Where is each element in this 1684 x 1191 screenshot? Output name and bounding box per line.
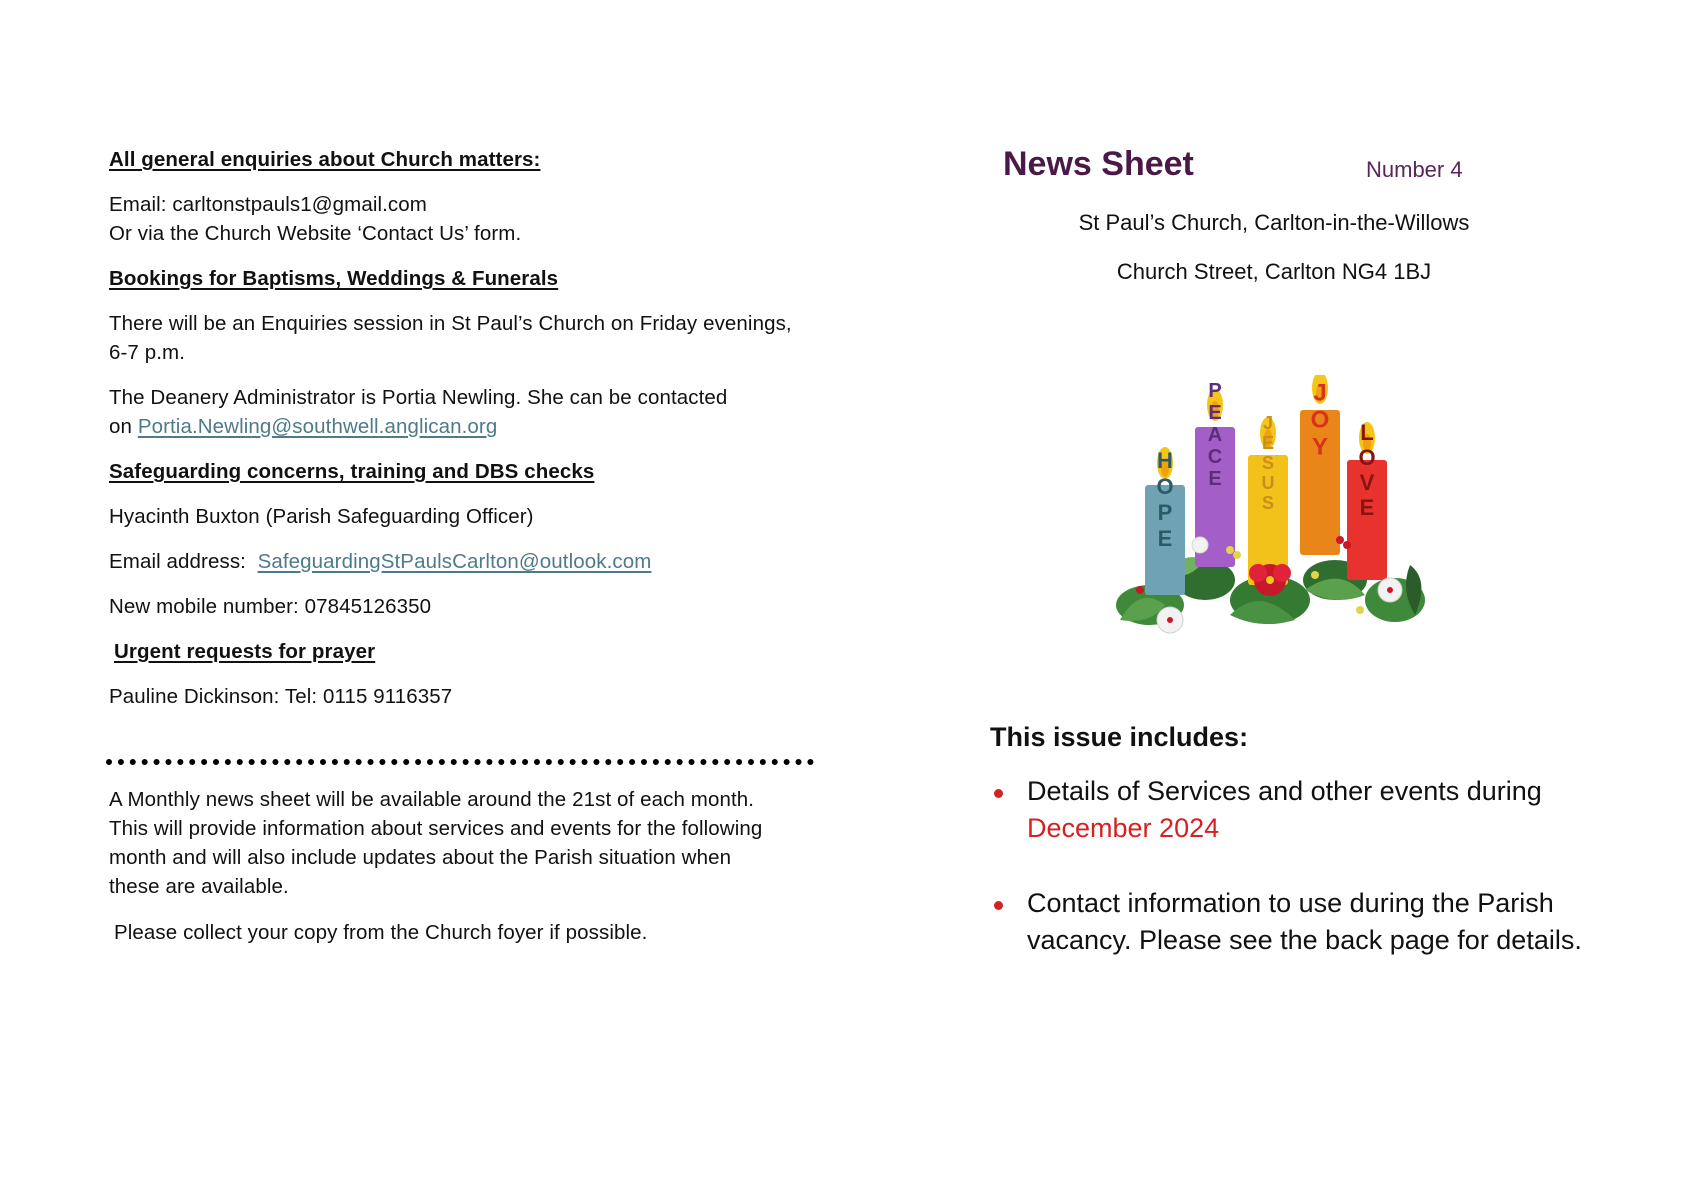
deanery-on: on	[109, 415, 133, 438]
joy-candle-label: JOY	[1306, 379, 1334, 461]
issue-number: Number 4	[1366, 157, 1463, 182]
jesus-candle-label: JESUS	[1258, 413, 1278, 513]
prayer-heading: Urgent requests for prayer	[114, 640, 376, 663]
monthly-line-3: month and will also include updates about the Parish situation when	[109, 846, 732, 869]
safeguarding-email-line	[109, 547, 651, 576]
bullet-dot-icon	[994, 789, 1003, 798]
church-name: St Paul’s Church, Carlton-in-the-Willows	[1078, 210, 1470, 235]
monthly-line-4: these are available.	[109, 875, 289, 898]
enquiries-line-2: 6-7 p.m.	[109, 341, 185, 364]
monthly-line-2: This will provide information about services and events for the following	[109, 817, 763, 840]
hope-candle-label: HOPE	[1152, 448, 1178, 552]
website-line: Or via the Church Website ‘Contact Us’ form.	[109, 222, 522, 245]
issue-includes-heading: This issue includes:	[990, 722, 1249, 752]
safeguarding-officer: Hyacinth Buxton (Parish Safeguarding Officer)	[109, 505, 534, 528]
prayer-contact: Pauline Dickinson: Tel: 0115 9116357	[109, 685, 453, 708]
bullet-dot-icon	[994, 901, 1003, 910]
joy-candle-icon	[1300, 375, 1340, 555]
advent-candles-illustration	[1110, 375, 1430, 655]
church-street: Church Street, Carlton NG4 1BJ	[1116, 259, 1432, 284]
general-enquiries-heading: All general enquiries about Church matters:	[109, 148, 541, 171]
peace-candle-label: PEACE	[1204, 380, 1226, 490]
love-candle-label: LOVE	[1354, 420, 1380, 520]
deanery-email-link[interactable]: Portia.Newling@southwell.anglican.org	[137, 415, 498, 438]
bullet-contact-line-2: vacancy. Please see the back page for details.	[1027, 925, 1582, 955]
safeguarding-email-link[interactable]: SafeguardingStPaulsCarlton@outlook.com	[257, 550, 652, 573]
bookings-heading: Bookings for Baptisms, Weddings & Funerals	[109, 267, 559, 290]
enquiries-line-1: There will be an Enquiries session in St Paul’s Church on Friday evenings,	[109, 312, 792, 335]
mobile-line: New mobile number: 07845126350	[109, 595, 432, 618]
email-address-label: Email address:	[109, 550, 246, 573]
email-line: Email: carltonstpauls1@gmail.com	[109, 193, 427, 216]
jesus-candle-icon	[1248, 413, 1288, 585]
bullet-contact-line-1: Contact information to use during the Parish	[1027, 888, 1554, 918]
dotted-divider	[106, 759, 814, 765]
bullet-services-line-1: Details of Services and other events during	[1027, 776, 1542, 806]
deanery-line-2	[109, 412, 497, 441]
deanery-line-1: The Deanery Administrator is Portia Newling. She can be contacted	[109, 386, 728, 409]
love-candle-icon	[1347, 420, 1387, 580]
safeguarding-heading: Safeguarding concerns, training and DBS checks	[109, 460, 595, 483]
monthly-line-1: A Monthly news sheet will be available around the 21st of each month.	[109, 788, 755, 811]
hope-candle-icon	[1145, 447, 1185, 595]
bullet-services-line-2: December 2024	[1027, 813, 1220, 843]
news-sheet-title: News Sheet	[1003, 145, 1194, 183]
collect-line: Please collect your copy from the Church foyer if possible.	[114, 921, 648, 944]
